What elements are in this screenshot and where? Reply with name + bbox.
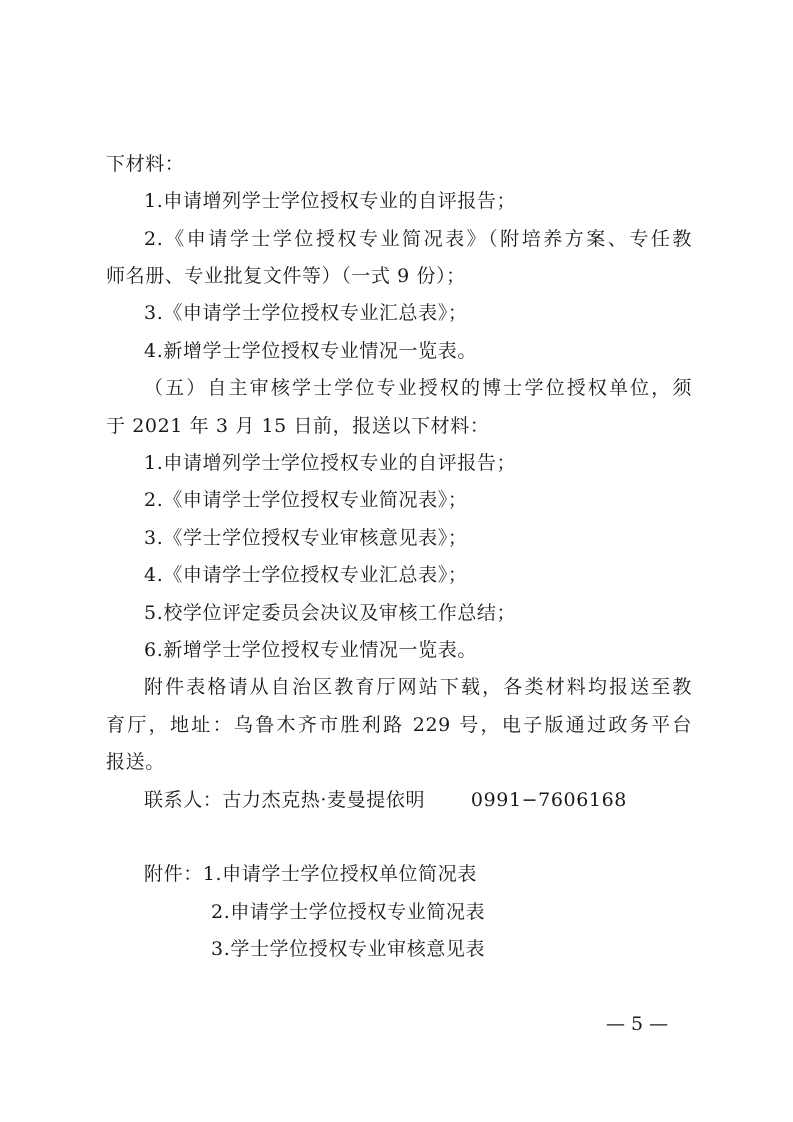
page-number: — 5 — xyxy=(606,1013,669,1035)
text-line: 下材料： xyxy=(106,153,185,175)
text-line: 1.申请增列学士学位授权专业的自评报告； xyxy=(144,452,517,474)
attachment-item: 3.学士学位授权专业审核意见表 xyxy=(211,938,486,960)
text-line: 3.《申请学士学位授权专业汇总表》； xyxy=(144,302,468,324)
text-line: 1.申请增列学士学位授权专业的自评报告； xyxy=(144,190,517,212)
attachment-item: 2.申请学士学位授权专业简况表 xyxy=(211,901,486,923)
text-line: 4.新增学士学位授权专业情况一览表。 xyxy=(144,340,477,362)
attachment-list-heading: 附件：1.申请学士学位授权单位简况表 xyxy=(144,863,477,885)
text-line: 报送。 xyxy=(106,751,165,773)
text-line: 于 2021 年 3 月 15 日前，报送以下材料： xyxy=(106,415,490,437)
text-line: 育厅，地址：乌鲁木齐市胜利路 229 号，电子版通过政务平台 xyxy=(106,714,692,736)
text-line: 6.新增学士学位授权专业情况一览表。 xyxy=(144,639,477,661)
contact-line: 联系人：古力杰克热·麦曼提依明 0991−7606168 xyxy=(144,789,627,811)
text-line: 附件表格请从自治区教育厅网站下载，各类材料均报送至教 xyxy=(144,676,692,698)
text-line: 2.《申请学士学位授权专业简况表》； xyxy=(144,489,468,511)
text-line: 师名册、专业批复文件等）（一式 9 份）； xyxy=(106,265,466,287)
text-line: 5.校学位评定委员会决议及审核工作总结； xyxy=(144,602,517,624)
text-line: （五）自主审核学士学位专业授权的博士学位授权单位，须 xyxy=(144,377,692,399)
text-line: 4.《申请学士学位授权专业汇总表》； xyxy=(144,564,468,586)
text-line: 3.《学士学位授权专业审核意见表》； xyxy=(144,527,468,549)
text-line: 2.《申请学士学位授权专业简况表》（附培养方案、专任教 xyxy=(144,228,692,250)
